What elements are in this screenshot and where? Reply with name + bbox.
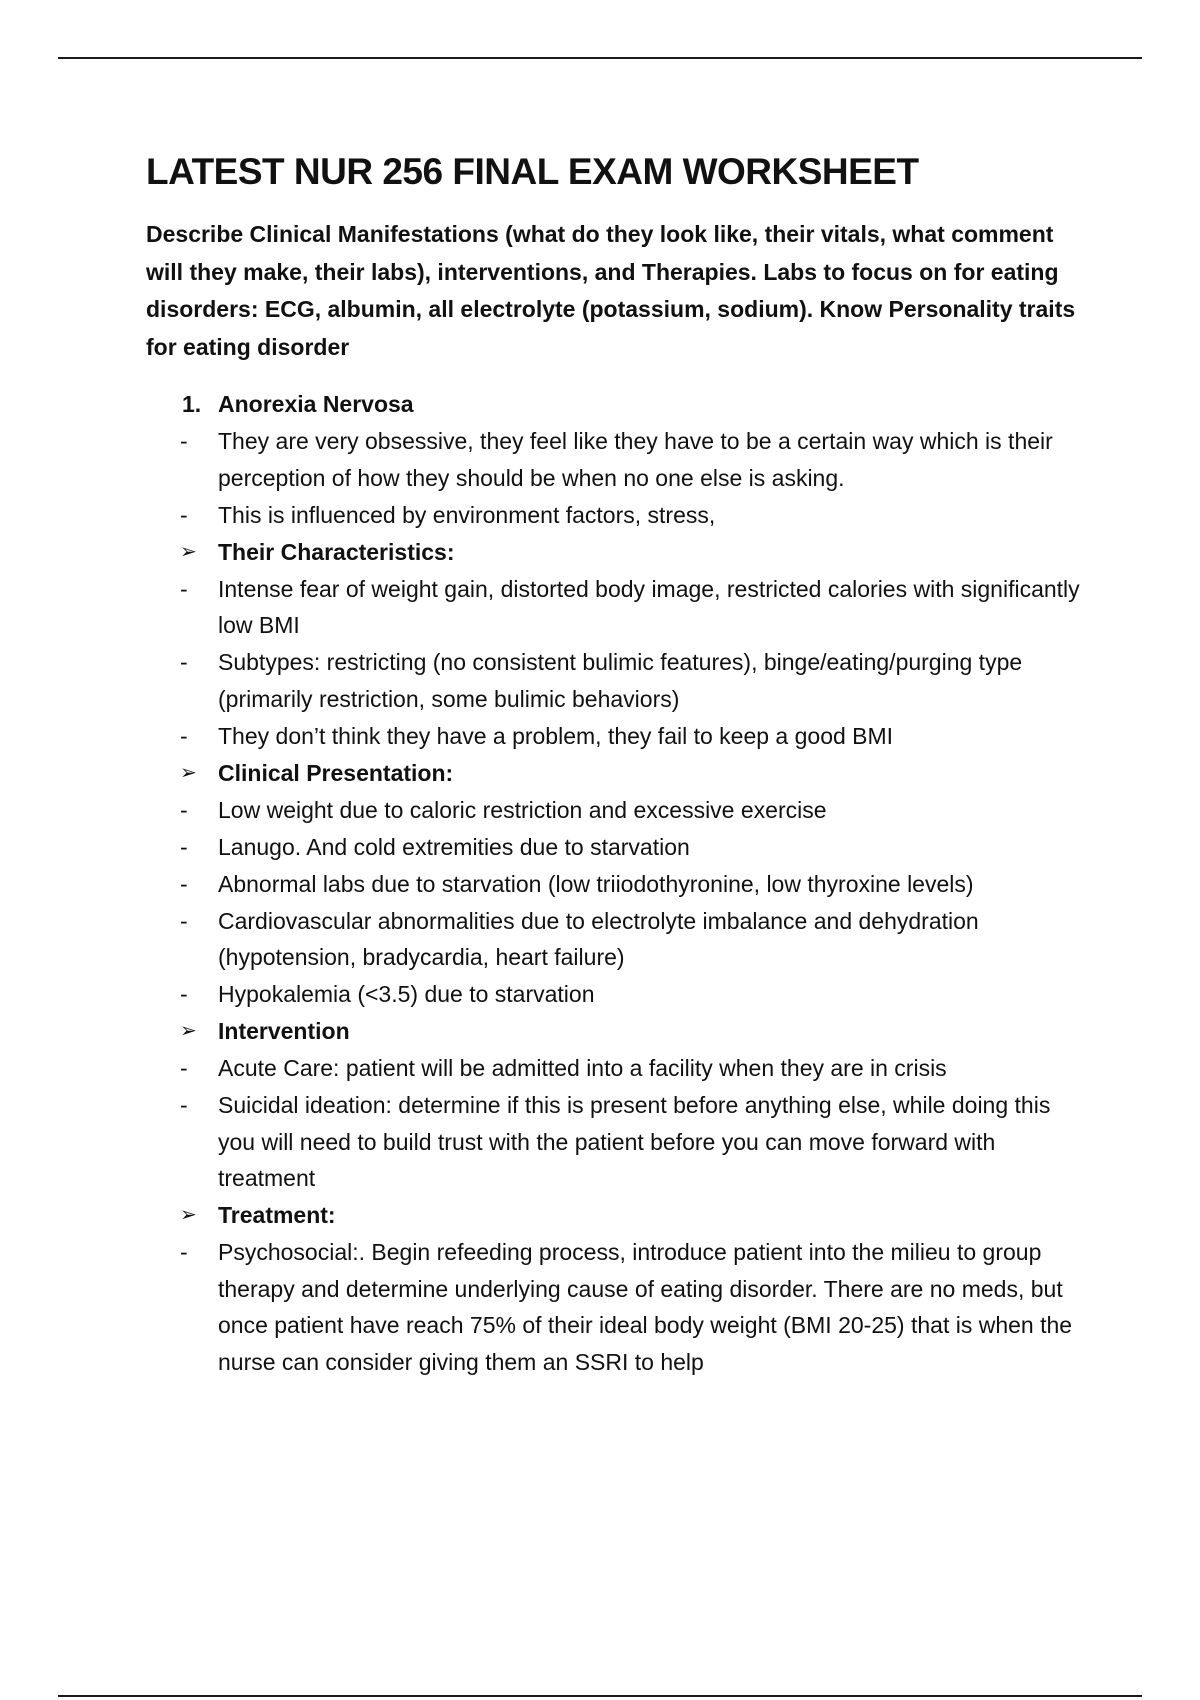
dash-bullet-icon: -	[180, 428, 188, 455]
item-text: Cardiovascular abnormalities due to electrolyte imbalance and dehydration (hypotension, bradycardia, heart failure)	[218, 907, 979, 971]
list-number: 1.	[182, 391, 202, 418]
section-heading	[146, 755, 1086, 792]
numbered-heading	[146, 386, 1086, 423]
item-text: Abnormal labs due to starvation (low triiodothyronine, low thyroxine levels)	[218, 870, 974, 897]
dash-bullet-icon: -	[180, 796, 188, 823]
dash-bullet-icon: -	[180, 907, 188, 934]
bullet-item	[146, 644, 1086, 717]
dash-bullet-icon: -	[180, 1055, 188, 1082]
bullet-item	[146, 976, 1086, 1013]
bullet-item	[146, 571, 1086, 644]
bullet-item	[146, 718, 1086, 755]
arrow-bullet-icon: ➢	[180, 1020, 197, 1043]
bullet-item	[146, 866, 1086, 903]
arrow-bullet-icon: ➢	[180, 540, 197, 563]
arrow-bullet-icon: ➢	[180, 761, 197, 784]
bullet-item	[146, 829, 1086, 866]
item-text: Clinical Presentation:	[218, 759, 454, 786]
section-heading	[146, 534, 1086, 571]
intro-paragraph: Describe Clinical Manifestations (what do they look like, their vitals, what comment will they make, their labs), interventions, and Therapies. Labs to focus on for eating disorders: ECG, albumin, all electrolyte (potassium, sodium). Know Personality traits for eating disorder	[146, 221, 1076, 360]
item-text: Acute Care: patient will be admitted into a facility when they are in crisis	[218, 1055, 947, 1082]
bullet-item	[146, 1050, 1086, 1087]
dash-bullet-icon: -	[180, 649, 188, 676]
dash-bullet-icon: -	[180, 870, 188, 897]
bottom-rule	[58, 1695, 1142, 1697]
arrow-bullet-icon: ➢	[180, 1204, 197, 1227]
bullet-item	[146, 792, 1086, 829]
bullet-item	[146, 903, 1086, 976]
item-text: Anorexia Nervosa	[218, 391, 414, 418]
dash-bullet-icon: -	[180, 1092, 188, 1119]
document-body	[146, 150, 1086, 1381]
section-heading	[146, 1013, 1086, 1050]
top-rule	[58, 57, 1142, 59]
dash-bullet-icon: -	[180, 1239, 188, 1266]
item-text: Suicidal ideation: determine if this is present before anything else, while doing this you will need to build trust with the patient before you can move forward with treatment	[218, 1092, 1051, 1192]
section-heading	[146, 1197, 1086, 1234]
dash-bullet-icon: -	[180, 722, 188, 749]
notes-list	[146, 386, 1086, 1380]
item-text: This is influenced by environment factors, stress,	[218, 501, 716, 528]
bullet-item	[146, 1087, 1086, 1197]
dash-bullet-icon: -	[180, 501, 188, 528]
item-text: Low weight due to caloric restriction and excessive exercise	[218, 796, 827, 823]
item-text: They don’t think they have a problem, they fail to keep a good BMI	[218, 722, 894, 749]
dash-bullet-icon: -	[180, 981, 188, 1008]
dash-bullet-icon: -	[180, 575, 188, 602]
item-text: Intervention	[218, 1018, 350, 1045]
item-text: Lanugo. And cold extremities due to starvation	[218, 833, 690, 860]
item-text: Subtypes: restricting (no consistent bulimic features), binge/eating/purging type (primarily restriction, some bulimic behaviors)	[218, 649, 1023, 712]
item-text: Hypokalemia (<3.5) due to starvation	[218, 981, 595, 1008]
bullet-item	[146, 423, 1086, 496]
item-text: Their Characteristics:	[218, 538, 455, 565]
item-text: Intense fear of weight gain, distorted body image, restricted calories with significantly low BMI	[218, 575, 1080, 639]
bullet-item	[146, 1234, 1086, 1380]
item-text: Treatment:	[218, 1202, 336, 1229]
item-text: Psychosocial:. Begin refeeding process, introduce patient into the milieu to group therapy and determine underlying cause of eating disorder. There are no meds, but once patient have reach 75% of their ideal body weight (BMI 20-25) that is when the nurse can consider giving them an SSRI to help	[218, 1239, 1073, 1375]
document-title: LATEST NUR 256 FINAL EXAM WORKSHEET	[146, 151, 919, 192]
bullet-item	[146, 497, 1086, 534]
item-text: They are very obsessive, they feel like they have to be a certain way which is their perception of how they should be when no one else is asking.	[218, 428, 1053, 491]
dash-bullet-icon: -	[180, 833, 188, 860]
